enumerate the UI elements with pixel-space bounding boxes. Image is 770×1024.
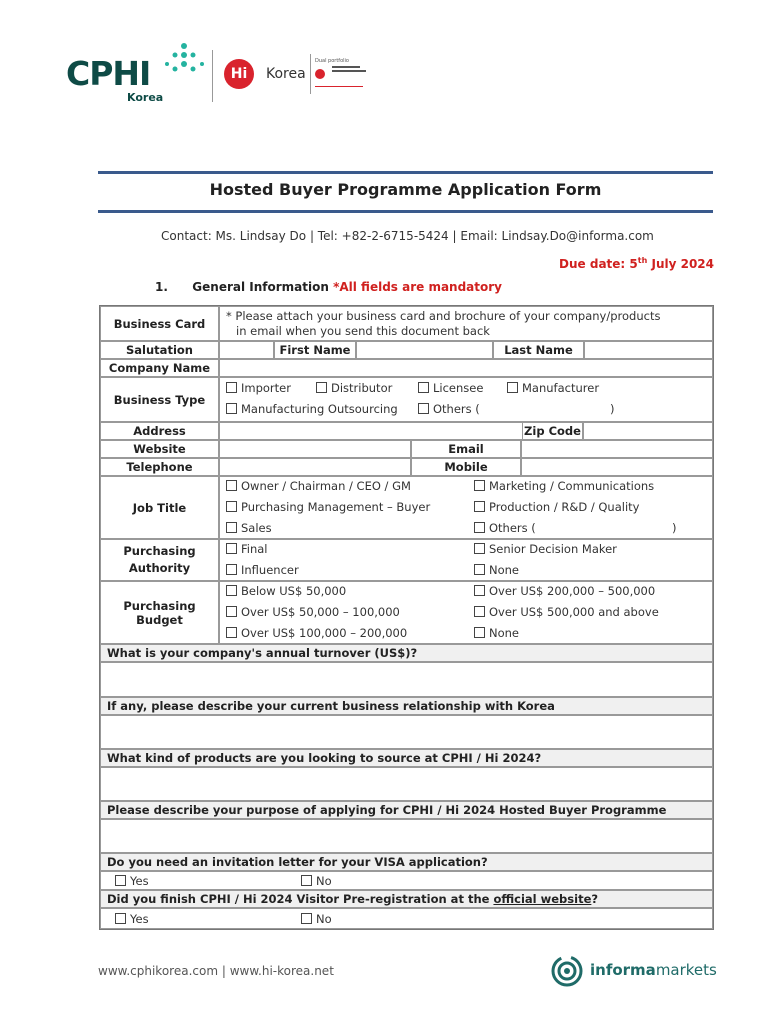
purchasing-authority-line1: Purchasing <box>123 544 196 558</box>
partner-lines <box>332 64 366 72</box>
jt-marketing-option[interactable]: Marketing / Communications <box>474 479 654 493</box>
bt-licensee-option[interactable]: Licensee <box>418 381 483 395</box>
answer-korea[interactable] <box>100 715 713 749</box>
checkbox-icon <box>507 382 518 393</box>
checkbox-icon <box>226 382 237 393</box>
purchasing-authority-label <box>100 539 219 581</box>
answer-purpose[interactable] <box>100 819 713 853</box>
email-label: Email <box>411 440 521 458</box>
jt-sales-option[interactable]: Sales <box>226 521 272 535</box>
checkbox-icon <box>226 627 237 638</box>
checkbox-icon <box>474 480 485 491</box>
checkbox-icon <box>226 403 237 414</box>
answer-products[interactable] <box>100 767 713 801</box>
bt-distributor-option[interactable]: Distributor <box>316 381 392 395</box>
question-turnover: What is your company's annual turnover (US$)? <box>100 644 713 662</box>
official-website-link[interactable]: official website <box>493 892 592 906</box>
logo-divider <box>212 50 213 102</box>
mobile-field[interactable] <box>521 458 713 476</box>
question-products: What kind of products are you looking to source at CPHI / Hi 2024? <box>100 749 713 767</box>
business-card-note <box>219 306 713 341</box>
website-label: Website <box>100 440 219 458</box>
question-visa: Do you need an invitation letter for your VISA application? <box>100 853 713 871</box>
hi-logo: Hi <box>224 59 254 89</box>
checkbox-icon <box>226 564 237 575</box>
checkbox-icon <box>226 543 237 554</box>
checkbox-icon <box>418 382 429 393</box>
markets-text: markets <box>655 961 717 979</box>
business-card-note-2: in email when you send this document back <box>236 324 490 338</box>
purchasing-authority-line2: Authority <box>128 561 191 575</box>
section-heading <box>155 280 502 294</box>
section-mandatory: *All fields are mandatory <box>333 280 503 294</box>
salutation-label: Salutation <box>100 341 219 359</box>
checkbox-icon <box>226 480 237 491</box>
checkbox-icon <box>226 585 237 596</box>
jt-others-close: ) <box>672 521 677 535</box>
prereg-yes-option[interactable]: Yes <box>115 912 149 926</box>
cphi-logo-sub: Korea <box>127 91 164 104</box>
checkbox-icon <box>474 606 485 617</box>
informa-markets-logo <box>590 961 717 979</box>
partner-mark <box>315 69 325 79</box>
business-card-label: Business Card <box>100 306 219 341</box>
bt-importer-option[interactable]: Importer <box>226 381 291 395</box>
purchasing-authority-options <box>219 539 713 581</box>
informa-text: informa <box>590 961 656 979</box>
purchasing-budget-options <box>219 581 713 644</box>
last-name-label: Last Name <box>493 341 584 359</box>
cphi-logo-text: CPHI <box>66 54 151 93</box>
jt-owner-option[interactable]: Owner / Chairman / CEO / GM <box>226 479 411 493</box>
prereg-options <box>100 908 713 929</box>
job-title-options <box>219 476 713 539</box>
due-suffix: July 2024 <box>647 257 714 271</box>
pb-50-100-option[interactable]: Over US$ 50,000 – 100,000 <box>226 605 400 619</box>
last-name-field[interactable] <box>584 341 713 359</box>
visa-yes-option[interactable]: Yes <box>115 874 149 888</box>
answer-turnover[interactable] <box>100 662 713 697</box>
checkbox-icon <box>474 501 485 512</box>
checkbox-icon <box>115 875 126 886</box>
checkbox-icon <box>316 382 327 393</box>
bt-others-close: ) <box>610 402 615 416</box>
checkbox-icon <box>474 585 485 596</box>
visa-options <box>100 871 713 890</box>
company-name-label: Company Name <box>100 359 219 377</box>
mobile-label: Mobile <box>411 458 521 476</box>
checkbox-icon <box>301 913 312 924</box>
checkbox-icon <box>474 522 485 533</box>
question-prereg <box>100 890 713 908</box>
first-name-label: First Name <box>274 341 356 359</box>
pb-500-option[interactable]: Over US$ 500,000 and above <box>474 605 659 619</box>
logo-divider-2 <box>310 54 311 94</box>
checkbox-icon <box>418 403 429 414</box>
visa-no-option[interactable]: No <box>301 874 332 888</box>
pa-final-option[interactable]: Final <box>226 542 268 556</box>
footer-websites: www.cphikorea.com | www.hi-korea.net <box>98 964 334 978</box>
purchasing-budget-label: Purchasing Budget <box>100 581 219 644</box>
pb-below50-option[interactable]: Below US$ 50,000 <box>226 584 346 598</box>
pa-senior-option[interactable]: Senior Decision Maker <box>474 542 617 556</box>
address-field[interactable] <box>219 422 522 440</box>
bt-others-option[interactable]: Others ( <box>418 402 480 416</box>
hi-korea-text: Korea <box>266 66 306 82</box>
zip-code-field[interactable] <box>583 422 713 440</box>
prereg-no-option[interactable]: No <box>301 912 332 926</box>
checkbox-icon <box>474 564 485 575</box>
checkbox-icon <box>115 913 126 924</box>
form-table <box>99 305 714 930</box>
prereg-text-a: Did you finish CPHI / Hi 2024 Visitor Pre-registration at the <box>107 892 494 906</box>
company-name-field[interactable] <box>219 359 713 377</box>
salutation-field[interactable] <box>219 341 274 359</box>
jt-others-option[interactable]: Others ( <box>474 521 536 535</box>
bt-outsourcing-option[interactable]: Manufacturing Outsourcing <box>226 402 398 416</box>
pb-200-500-option[interactable]: Over US$ 200,000 – 500,000 <box>474 584 655 598</box>
pa-none-option[interactable]: None <box>474 563 519 577</box>
telephone-label: Telephone <box>100 458 219 476</box>
checkbox-icon <box>226 606 237 617</box>
pb-none-option[interactable]: None <box>474 626 519 640</box>
informa-markets-icon <box>550 954 584 988</box>
contact-line: Contact: Ms. Lindsay Do | Tel: +82-2-6715-5424 | Email: Lindsay.Do@informa.com <box>161 229 654 243</box>
pa-influencer-option[interactable]: Influencer <box>226 563 299 577</box>
section-title: General Information <box>192 280 334 294</box>
job-title-label: Job Title <box>100 476 219 539</box>
telephone-field[interactable] <box>219 458 411 476</box>
due-date <box>559 256 714 271</box>
cphi-logo <box>66 54 150 93</box>
checkbox-icon <box>474 543 485 554</box>
partner-red-line <box>315 86 363 87</box>
partner-logo <box>315 58 367 87</box>
question-korea: If any, please describe your current business relationship with Korea <box>100 697 713 715</box>
pb-100-200-option[interactable]: Over US$ 100,000 – 200,000 <box>226 626 407 640</box>
checkbox-icon <box>301 875 312 886</box>
website-field[interactable] <box>219 440 411 458</box>
page-title: Hosted Buyer Programme Application Form <box>209 180 602 199</box>
business-card-note-1: * Please attach your business card and brochure of your company/products <box>226 309 661 323</box>
title-rule-bottom <box>98 210 713 213</box>
checkbox-icon <box>474 627 485 638</box>
business-type-options <box>219 377 713 422</box>
cphi-dots-icon <box>164 40 208 84</box>
due-sup: th <box>637 256 648 265</box>
zip-code-label: Zip Code <box>522 422 583 440</box>
jt-production-option[interactable]: Production / R&D / Quality <box>474 500 639 514</box>
title-rule-top <box>98 171 713 174</box>
checkbox-icon <box>226 501 237 512</box>
address-label: Address <box>100 422 219 440</box>
first-name-field[interactable] <box>356 341 493 359</box>
jt-purchasing-option[interactable]: Purchasing Management – Buyer <box>226 500 430 514</box>
email-field[interactable] <box>521 440 713 458</box>
due-prefix: Due date: 5 <box>559 257 638 271</box>
business-type-label: Business Type <box>100 377 219 422</box>
question-purpose: Please describe your purpose of applying for CPHI / Hi 2024 Hosted Buyer Programme <box>100 801 713 819</box>
partner-tiny-text: Dual portfolio <box>315 58 349 64</box>
section-number: 1. <box>155 280 168 294</box>
prereg-text-b: ? <box>591 892 599 906</box>
bt-manufacturer-option[interactable]: Manufacturer <box>507 381 599 395</box>
checkbox-icon <box>226 522 237 533</box>
